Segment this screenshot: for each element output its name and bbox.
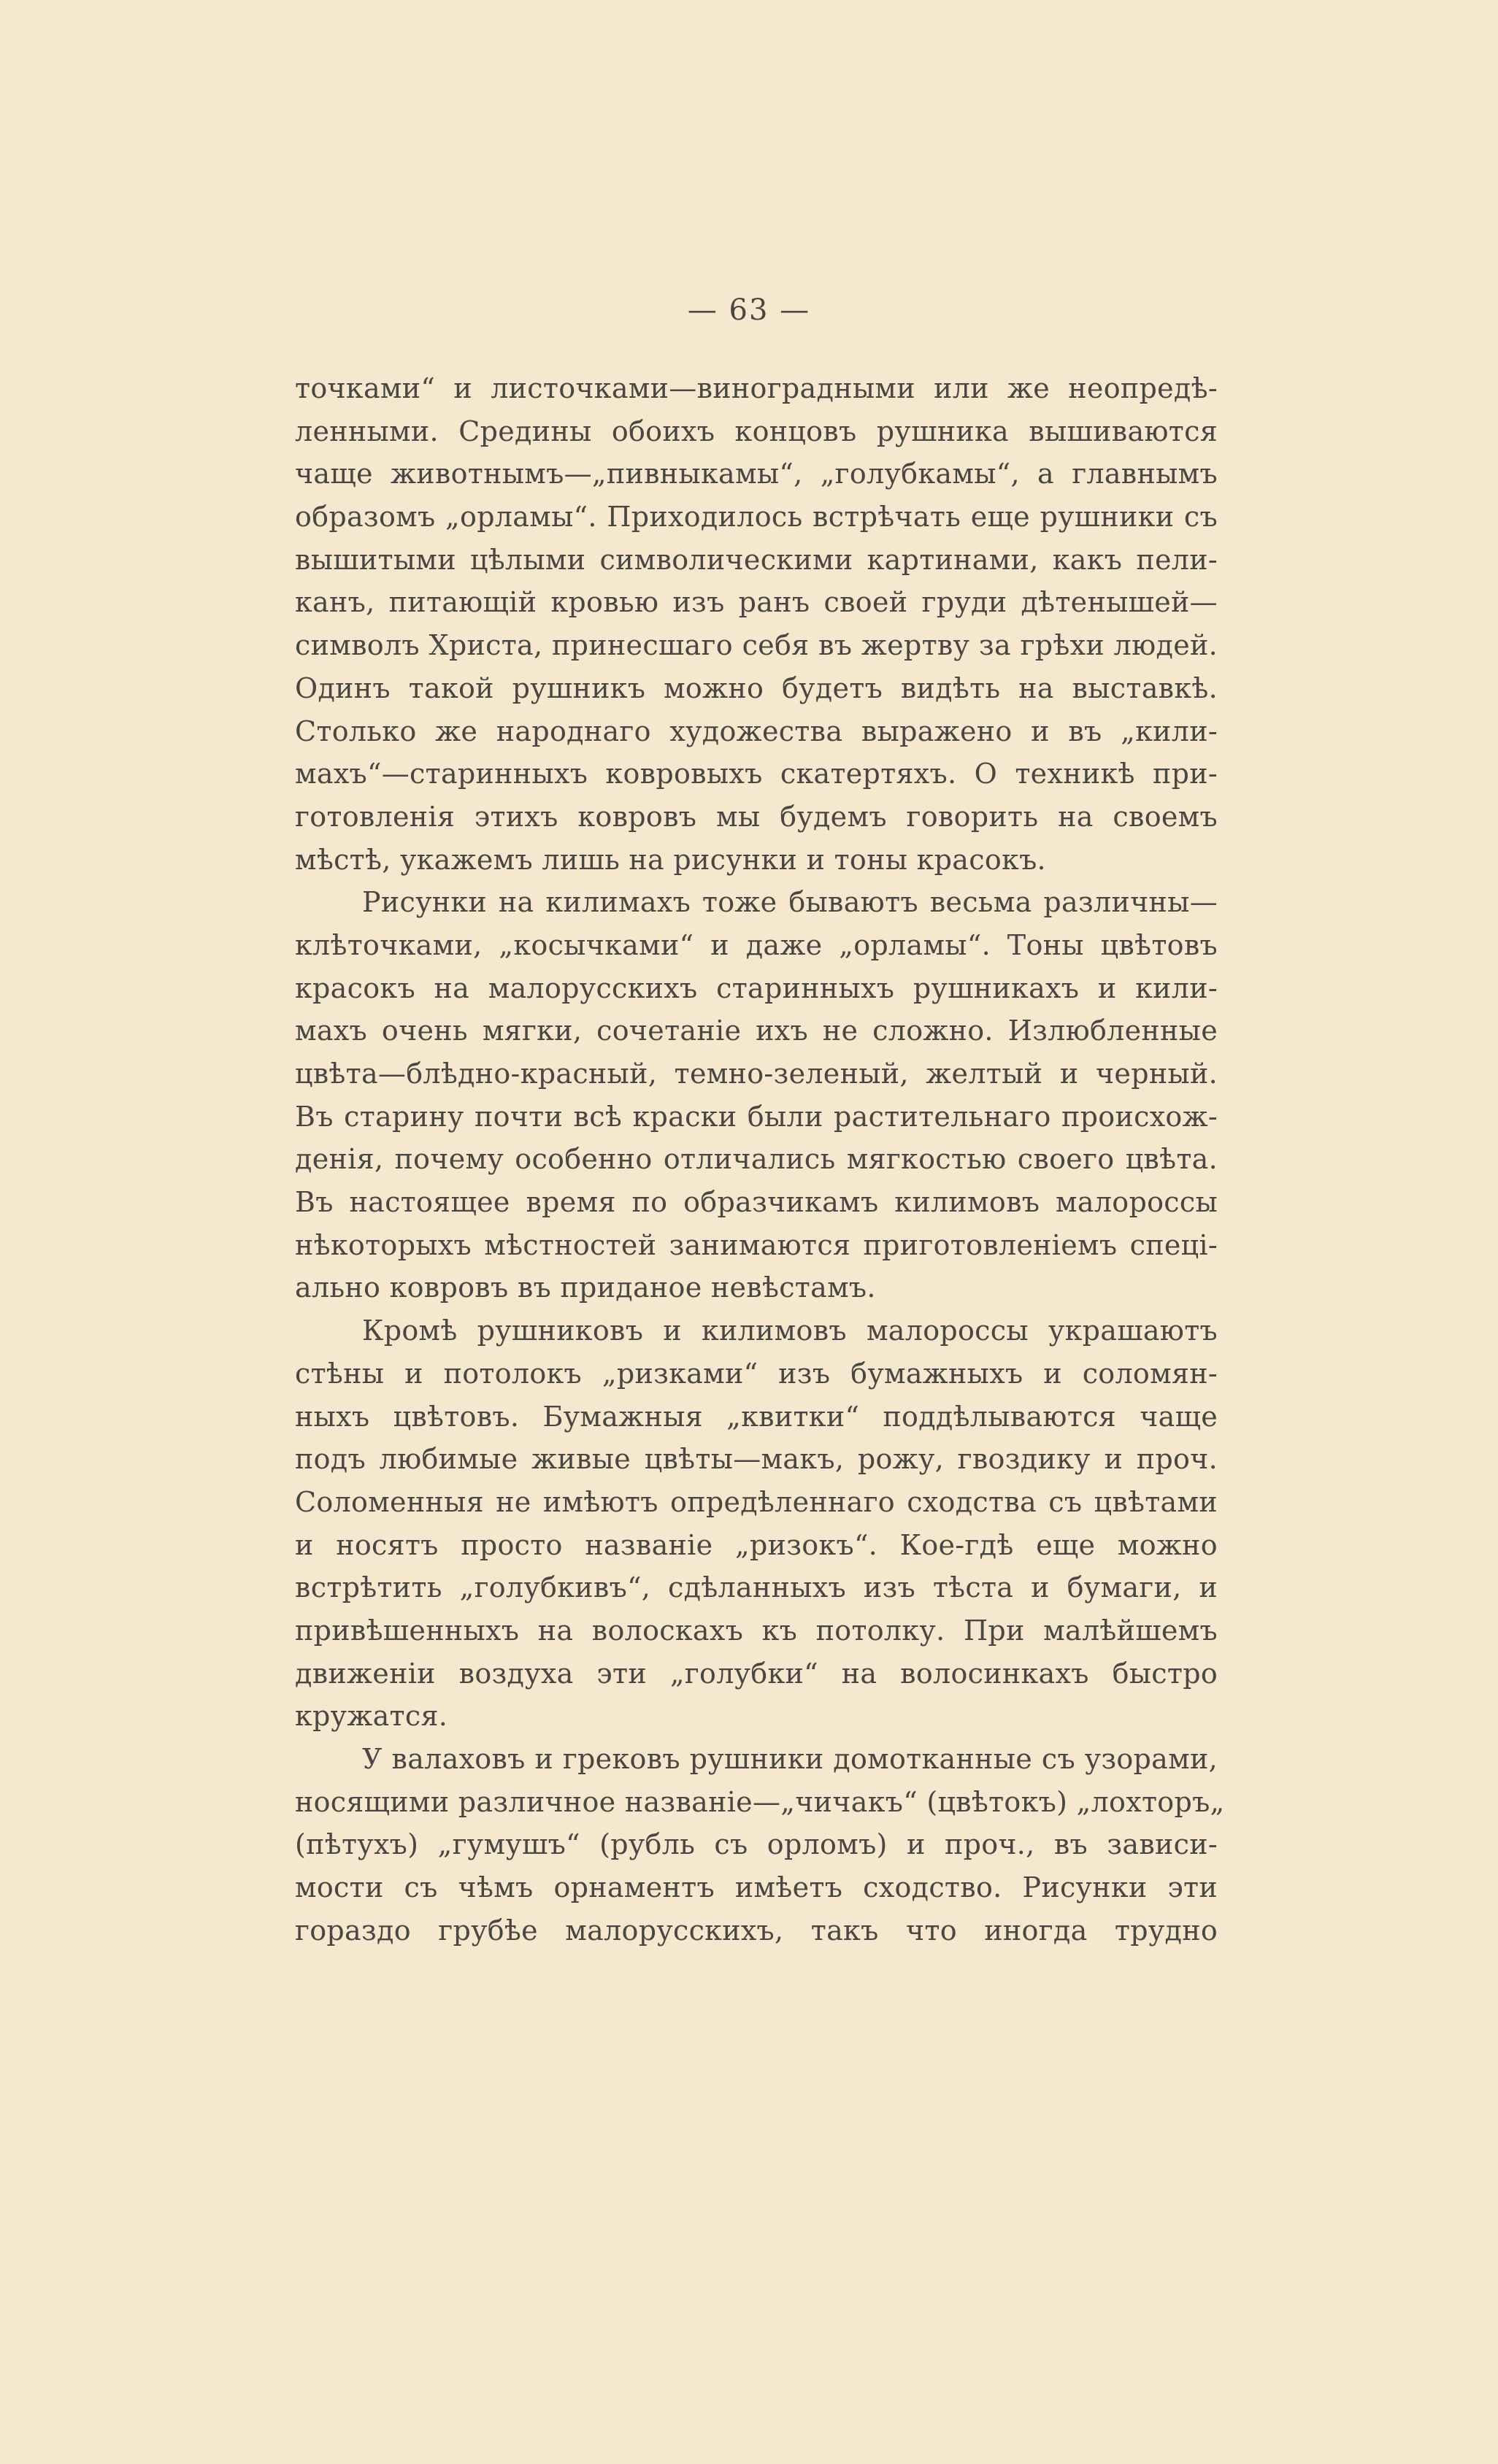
- text-line: привѣшенныхъ на волоскахъ къ потолку. При малѣйшемъ: [295, 1614, 1218, 1647]
- text-line: Столько же народнаго художества выражено и въ „кили-: [295, 715, 1218, 747]
- paragraph-first-line: Кромѣ рушниковъ и килимовъ малороссы украшаютъ: [362, 1314, 1218, 1347]
- text-line: символъ Христа, принесшаго себя въ жертву за грѣхи людей.: [295, 629, 1218, 662]
- page-number: — 63 —: [687, 293, 811, 327]
- text-line: чаще животнымъ—„пивныкамы“, „голубкамы“, а главнымъ: [295, 458, 1218, 490]
- text-line: Соломенныя не имѣютъ опредѣленнаго сходства съ цвѣтами: [295, 1485, 1218, 1518]
- text-line: встрѣтить „голубкивъ“, сдѣланныхъ изъ тѣста и бумаги, и: [295, 1571, 1218, 1604]
- body-text: [295, 367, 1225, 1952]
- text-line: носящими различное названіе—„чичакъ“ (цвѣтокъ) „лохторъ„: [295, 1785, 1225, 1818]
- text-line: готовленія этихъ ковровъ мы будемъ говорить на своемъ: [295, 800, 1218, 833]
- text-line: ально ковровъ въ приданое невѣстамъ.: [295, 1271, 876, 1304]
- text-line: образомъ „орламы“. Приходилось встрѣчать еще рушники съ: [295, 501, 1218, 534]
- text-line: точками“ и листочками—виноградными или же неопредѣ-: [295, 372, 1218, 404]
- text-line: Въ настоящее время по образчикамъ килимовъ малороссы: [295, 1186, 1218, 1219]
- text-line: Въ старину почти всѣ краски были растительнаго происхож-: [295, 1100, 1218, 1133]
- text-line: (пѣтухъ) „гумушъ“ (рубль съ орломъ) и проч., въ зависи-: [295, 1828, 1218, 1861]
- paragraph-first-line: У валаховъ и грековъ рушники домотканные съ узорами,: [362, 1743, 1218, 1775]
- text-line: красокъ на малорусскихъ старинныхъ рушникахъ и кили-: [295, 971, 1218, 1004]
- text-line: клѣточками, „косычками“ и даже „орламы“. Тоны цвѣтовъ: [295, 928, 1218, 961]
- text-line: гораздо грубѣе малорусскихъ, такъ что иногда трудно: [295, 1914, 1218, 1947]
- text-line: махъ“—старинныхъ ковровыхъ скатертяхъ. О техникѣ при-: [295, 758, 1218, 790]
- text-line: стѣны и потолокъ „ризками“ изъ бумажныхъ и соломян-: [295, 1357, 1218, 1390]
- text-line: движеніи воздуха эти „голубки“ на волосинкахъ быстро: [295, 1657, 1218, 1690]
- text-line: нѣкоторыхъ мѣстностей занимаются приготовленіемъ спеці-: [295, 1228, 1218, 1261]
- text-line: денія, почему особенно отличались мягкостью своего цвѣта.: [295, 1143, 1218, 1176]
- text-line: махъ очень мягки, сочетаніе ихъ не сложно. Излюбленные: [295, 1015, 1218, 1047]
- text-line: мѣстѣ, укажемъ лишь на рисунки и тоны красокъ.: [295, 843, 1046, 876]
- text-line: Одинъ такой рушникъ можно будетъ видѣть на выставкѣ.: [295, 671, 1218, 704]
- paragraph-first-line: Рисунки на килимахъ тоже бываютъ весьма различны—: [362, 886, 1218, 919]
- text-line: ныхъ цвѣтовъ. Бумажныя „квитки“ поддѣлываются чаще: [295, 1400, 1218, 1433]
- text-line: и носятъ просто названіе „ризокъ“. Кое-гдѣ еще можно: [295, 1528, 1218, 1561]
- text-line: вышитыми цѣлыми символическими картинами, какъ пели-: [295, 543, 1218, 576]
- text-line: цвѣта—блѣдно-красный, темно-зеленый, желтый и черный.: [295, 1058, 1218, 1090]
- text-line: канъ, питающій кровью изъ ранъ своей груди дѣтенышей—: [295, 586, 1218, 619]
- text-line: кружатся.: [295, 1700, 448, 1733]
- text-line: мости съ чѣмъ орнаментъ имѣетъ сходство. Рисунки эти: [295, 1871, 1218, 1904]
- text-line: подъ любимые живые цвѣты—макъ, рожу, гвоздику и проч.: [295, 1443, 1218, 1476]
- text-line: ленными. Средины обоихъ концовъ рушника вышиваются: [295, 415, 1218, 447]
